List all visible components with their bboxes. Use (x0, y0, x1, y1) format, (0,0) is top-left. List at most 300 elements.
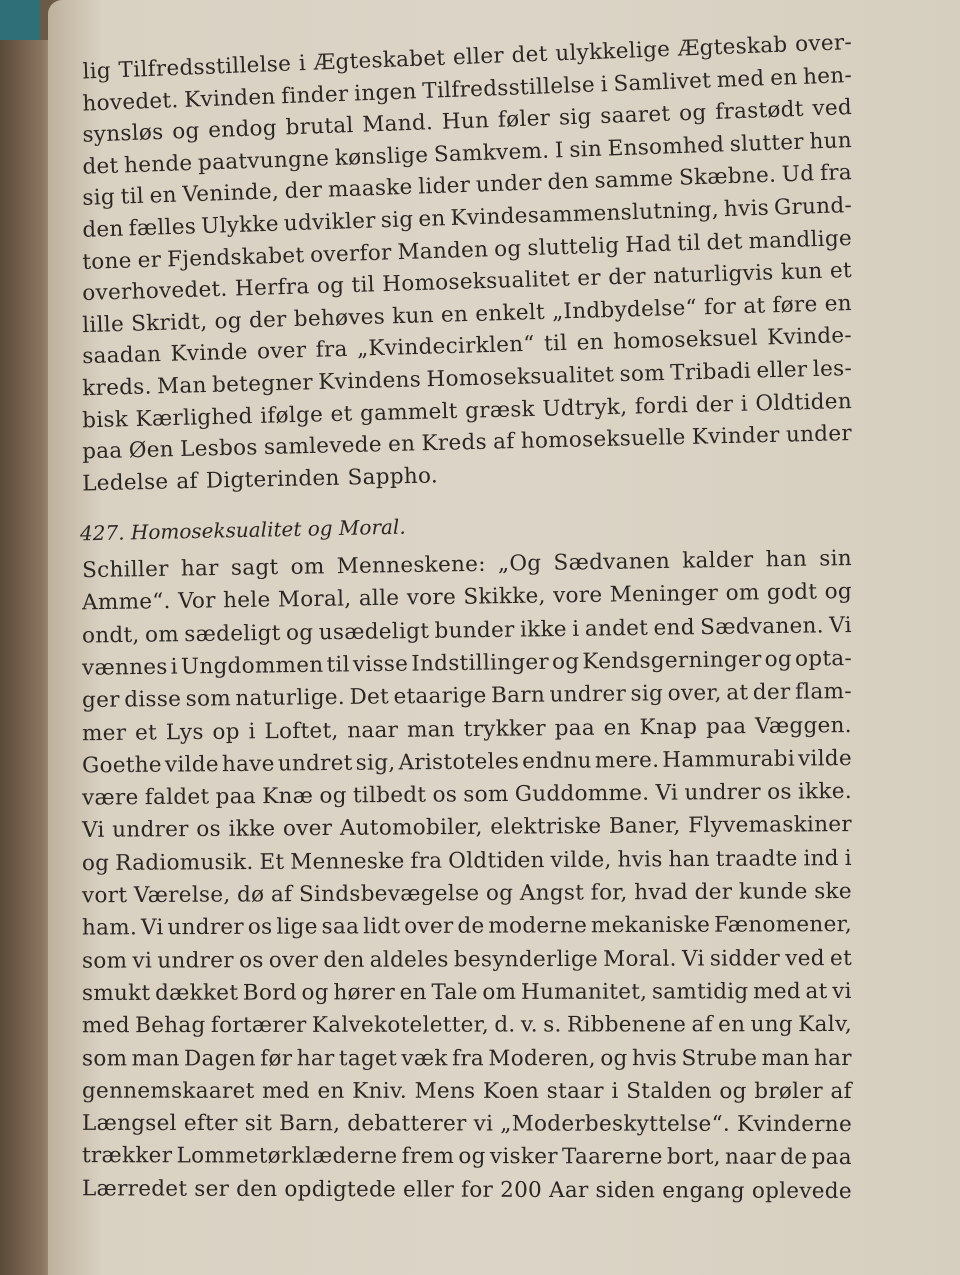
word: Vi (655, 780, 679, 806)
word: usædeligt (318, 618, 430, 645)
word: „Og (497, 550, 542, 577)
word: sig (558, 104, 592, 131)
word: som (619, 360, 666, 388)
word: vilde, (550, 847, 612, 873)
word: maaske (327, 175, 414, 203)
word: synsløs (82, 119, 164, 148)
word: Moral. (603, 946, 677, 972)
word: smukt (81, 980, 151, 1006)
word: Ledelse (81, 469, 169, 497)
word: om (482, 979, 517, 1005)
word: Knæ (262, 783, 314, 810)
word: og (214, 308, 243, 335)
word: Skridt, (130, 309, 208, 337)
word: sluttelig (527, 232, 620, 261)
word: fortærer (210, 1013, 307, 1039)
word: sagt (230, 555, 279, 581)
word: Ensomhed (607, 132, 725, 162)
word: naar (347, 717, 399, 743)
word: der (607, 264, 647, 291)
word: paa (554, 715, 596, 741)
word: Vi (681, 946, 705, 972)
word: Kærlighed (135, 403, 254, 432)
word: den (236, 1176, 278, 1202)
word: kunde (738, 879, 808, 905)
word: endnu (522, 748, 592, 774)
word: Vi (829, 612, 853, 638)
word: i (298, 50, 307, 77)
word: saa (321, 914, 360, 940)
word: Kvinder (691, 422, 780, 451)
word: Angst (519, 880, 585, 906)
word: Digterinden (205, 465, 340, 494)
word: en (769, 64, 798, 91)
word: „Moderbeskyttelse“. (500, 1111, 731, 1137)
word: at (742, 293, 766, 319)
word: af (176, 468, 199, 495)
word: til (543, 331, 568, 357)
word: vort (81, 883, 128, 909)
word: og (81, 850, 110, 876)
word: brøler (754, 1078, 823, 1104)
word: et (829, 945, 853, 971)
word: os (196, 817, 222, 843)
word: hvis (617, 846, 663, 873)
word: Sædvanen (553, 548, 671, 576)
word: der (284, 178, 323, 205)
word: Behag (135, 1013, 206, 1039)
word: fordi (634, 392, 689, 420)
word: eller (756, 357, 808, 384)
word: betegner (211, 370, 314, 398)
word: med (753, 979, 801, 1005)
word: os (432, 782, 458, 808)
word: hvis (631, 1045, 678, 1071)
word: en (387, 431, 416, 458)
word: ved (785, 945, 825, 971)
word: etaarige (393, 683, 487, 710)
text-line (82, 1046, 852, 1071)
word: en (399, 979, 427, 1006)
word: Schiller (81, 556, 169, 584)
word: til (351, 272, 376, 299)
word: Indstillinger (411, 649, 550, 677)
word: Ulykke (200, 211, 280, 240)
word: et (134, 719, 158, 746)
word: Grund- (773, 193, 853, 221)
word: bisk (81, 406, 129, 433)
word: over (256, 338, 307, 365)
word: undret (277, 750, 353, 777)
word: lig (82, 58, 112, 85)
word: og (719, 1078, 747, 1104)
word: om (144, 621, 180, 648)
word: kalder (682, 547, 754, 574)
word: fra (819, 160, 853, 187)
word: dø (236, 882, 265, 908)
word: Oldtiden (755, 388, 853, 417)
word: ifølge (259, 401, 324, 429)
word: mandlige (748, 225, 853, 254)
word: Skæbne. (678, 162, 777, 192)
word: Automobiler, (339, 815, 483, 842)
word: traadte (715, 846, 798, 872)
word: aldeles (369, 947, 449, 973)
word: alle (358, 585, 400, 612)
text-line (82, 1078, 852, 1103)
word: hvis (723, 195, 770, 223)
word: Sindsbevægelse (298, 881, 480, 908)
word: som (81, 1045, 128, 1071)
word: op (212, 719, 240, 745)
word: den (547, 169, 590, 196)
text-line (82, 1111, 852, 1137)
word: Væggen. (754, 712, 853, 739)
word: paa (705, 713, 747, 740)
word: udvikler (283, 208, 377, 237)
word: kreds. (81, 374, 153, 402)
word: Kendsgerninger (582, 647, 762, 675)
word: i (844, 845, 852, 871)
word: hører (333, 980, 396, 1006)
word: en (149, 183, 178, 209)
word: vi (132, 948, 153, 974)
word: Øen (128, 437, 175, 464)
word: Kvindesammenslutning, (450, 197, 720, 231)
word: Kalvekoteletter, (311, 1012, 490, 1039)
word: om (290, 554, 325, 580)
word: engang (662, 1178, 745, 1204)
word: Ægteskab (677, 32, 788, 62)
word: det (82, 153, 119, 180)
word: føre (772, 291, 818, 319)
word: „Indbydelse“ (551, 295, 698, 325)
word: os (239, 947, 264, 973)
word: i (740, 391, 749, 417)
word: end (653, 614, 695, 641)
word: Lesbos (179, 435, 258, 463)
word: Aristoteles (398, 749, 520, 776)
word: i (170, 654, 179, 680)
word: det (706, 229, 744, 256)
word: en (718, 1012, 746, 1038)
word: Hun (441, 108, 490, 135)
word: for, (590, 880, 628, 906)
word: en (317, 1078, 345, 1104)
word: Dagen (183, 1045, 256, 1071)
word: ikke (519, 616, 568, 643)
word: for (461, 1177, 494, 1203)
word: hvad (634, 879, 689, 906)
word: den (81, 216, 125, 243)
word: Lommetørklæderne (176, 1143, 398, 1170)
word: Homoseksualitet (426, 362, 615, 393)
word: Manden (397, 236, 489, 265)
word: Veninde, (182, 179, 280, 208)
word: Had (624, 231, 672, 258)
word: vilde (164, 751, 219, 778)
word: naturligvis (652, 260, 774, 290)
word: Det (349, 684, 390, 711)
word: Kvinderne (736, 1111, 853, 1138)
word: ikke. (797, 779, 853, 805)
word: sig (630, 681, 664, 707)
word: som (463, 782, 509, 808)
word: bort, (666, 1144, 721, 1171)
word: Bord (242, 980, 297, 1006)
word: oplevede (751, 1178, 852, 1204)
word: ind (803, 845, 839, 872)
word: den (323, 947, 365, 973)
word: trækker (81, 1143, 173, 1169)
word: græsk (464, 396, 536, 424)
word: og (285, 619, 314, 646)
word: ulykkelige (554, 36, 671, 67)
word: Amme“. (81, 589, 171, 616)
word: lille (81, 311, 125, 338)
word: som (185, 686, 232, 712)
word: Flyvemaskiner (688, 812, 853, 839)
word: undrer (112, 817, 189, 844)
word: sig (82, 185, 116, 212)
word: eller (403, 1177, 455, 1203)
word: I (554, 137, 565, 164)
text-line (82, 979, 852, 1006)
word: af (492, 429, 515, 455)
word: naturlige. (235, 685, 346, 712)
word: hele (222, 587, 271, 614)
word: frem (401, 1144, 455, 1170)
word: naar (725, 1145, 777, 1171)
word: saadan (81, 342, 162, 370)
word: der (248, 307, 288, 334)
word: os (767, 779, 792, 805)
word: som (81, 948, 128, 974)
word: sig (380, 207, 414, 234)
word: over (404, 914, 454, 940)
word: visse (352, 651, 409, 678)
word: Sædvanen. (700, 612, 824, 640)
word: mekaniske (590, 912, 711, 939)
word: i (611, 1078, 619, 1104)
word: saaret (599, 101, 671, 130)
word: besynderlige (453, 946, 599, 973)
word: sig, (355, 750, 396, 776)
word: og (458, 1144, 486, 1170)
word: Tribadi (669, 358, 752, 386)
word: Humanitet, (520, 979, 648, 1005)
word: Vor (177, 588, 216, 615)
word: endog (207, 115, 278, 144)
word: fra (410, 848, 443, 874)
word: ser (194, 1176, 230, 1202)
word: tilbedt (352, 782, 427, 809)
word: og (678, 100, 707, 127)
word: Ud (781, 161, 815, 188)
section-heading: 427. Homoseksualitet og Moral. (79, 514, 406, 546)
word: af (270, 882, 293, 908)
word: s. (543, 1012, 562, 1038)
word: Et (259, 849, 285, 875)
word: i (572, 616, 580, 642)
word: er (576, 265, 602, 292)
word: der (695, 391, 734, 418)
word: før (260, 1045, 293, 1071)
word: Ægteskabet (313, 45, 446, 76)
word: han (668, 846, 710, 872)
word: han (765, 546, 808, 573)
word: Stalden (626, 1078, 712, 1104)
word: debatterer (347, 1111, 467, 1137)
word: sit (244, 1111, 273, 1137)
word: og (485, 880, 514, 907)
word: en (603, 714, 632, 741)
word: kun (780, 259, 823, 286)
word: flam- (794, 679, 852, 705)
word: Ungdommen (180, 652, 324, 680)
word: paatvungne (197, 145, 330, 176)
word: elektriske (490, 814, 602, 841)
word: Kalv, (798, 1012, 853, 1038)
word: samlevede (263, 432, 383, 461)
text-line (82, 846, 852, 876)
word: føler (497, 106, 551, 133)
word: Kvinden (183, 84, 276, 113)
word: man (761, 1045, 810, 1071)
word: har (180, 555, 219, 582)
word: moderne (488, 913, 588, 939)
text-line (82, 912, 852, 941)
word: med (716, 65, 765, 93)
word: enkelt (474, 299, 546, 327)
word: fra (315, 337, 349, 364)
word: en (824, 290, 853, 317)
word: disse (124, 687, 182, 713)
word: ikke (228, 816, 276, 843)
word: paa (811, 1145, 852, 1171)
word: Barn (490, 682, 546, 709)
word: sin (568, 136, 603, 163)
word: samme (594, 166, 674, 195)
word: sidder (709, 945, 781, 972)
word: at (805, 978, 828, 1005)
word: ske (814, 879, 852, 905)
word: en (576, 330, 605, 356)
word: siden (595, 1177, 656, 1204)
word: over (268, 947, 319, 973)
word: Baner, (608, 813, 681, 840)
word: af (691, 1012, 713, 1038)
word: man (406, 716, 456, 743)
word: hun (809, 127, 853, 155)
word: Kvinde (170, 340, 249, 368)
word: bunder (434, 617, 515, 644)
word: et (330, 401, 353, 427)
word: godt (766, 579, 818, 606)
word: Sappho. (347, 463, 439, 491)
word: frastødt (714, 96, 805, 126)
word: Meninger (609, 581, 719, 608)
word: ved (811, 95, 853, 122)
word: mere. (594, 747, 660, 774)
word: under (475, 170, 543, 199)
word: gennemskaaret (81, 1078, 255, 1104)
word: Kvinde- (766, 323, 853, 351)
word: ondt, (81, 622, 140, 649)
word: at (726, 680, 749, 706)
word: Kreds (421, 429, 488, 457)
word: Moral, (277, 586, 352, 613)
word: os (247, 914, 273, 941)
word: Barn, (279, 1111, 341, 1137)
word: mer (81, 720, 127, 746)
word: trykker (463, 715, 547, 742)
word: fælles (128, 214, 197, 242)
word: og (764, 646, 793, 672)
word: Fænomener, (713, 912, 852, 938)
word: tone (81, 248, 133, 275)
word: ingen (353, 78, 418, 107)
word: paa (215, 784, 257, 810)
word: undrer (167, 915, 245, 941)
word: andet (584, 615, 649, 642)
word: dækket (155, 980, 239, 1006)
word: og (319, 783, 347, 809)
word: Hammurabi (662, 746, 796, 773)
word: Kvindens (318, 367, 422, 396)
word: undrer (684, 779, 762, 806)
word: undrer (157, 947, 234, 974)
word: faldet (144, 784, 210, 811)
word: til (326, 652, 350, 678)
word: over, (667, 680, 722, 707)
word: Mens (414, 1078, 476, 1104)
word: Skikke, (463, 583, 546, 611)
word: Tilfredsstillelse (421, 72, 596, 104)
word: ham. (81, 915, 138, 941)
word: homoseksuel (612, 325, 759, 355)
word: Fjendskabet (166, 242, 305, 272)
word: lidt (362, 914, 401, 940)
word: i (600, 71, 609, 97)
word: fra (452, 1045, 485, 1071)
word: overfor (309, 239, 392, 268)
word: opdigtede (284, 1176, 397, 1203)
word: Mand. (361, 110, 434, 138)
word: staar (546, 1078, 604, 1104)
word: Vi (81, 818, 105, 844)
word: have (221, 751, 275, 777)
word: samtidig (651, 979, 749, 1005)
word: til (120, 184, 145, 210)
word: vi (832, 978, 852, 1004)
word: væk (401, 1045, 448, 1071)
word: sædeligt (184, 620, 281, 647)
word: Samlivet (613, 67, 712, 97)
text-line (82, 1012, 852, 1038)
word: Lys (165, 719, 204, 745)
word: og (600, 1045, 628, 1071)
word: Koen (482, 1078, 540, 1104)
word: kun (391, 302, 435, 330)
word: et (829, 258, 853, 284)
word: af (830, 1078, 852, 1104)
word: Taarerne (562, 1144, 663, 1170)
word: d. (494, 1012, 516, 1038)
word: under (785, 421, 853, 448)
word: en (417, 206, 446, 233)
word: Vi (140, 915, 164, 941)
